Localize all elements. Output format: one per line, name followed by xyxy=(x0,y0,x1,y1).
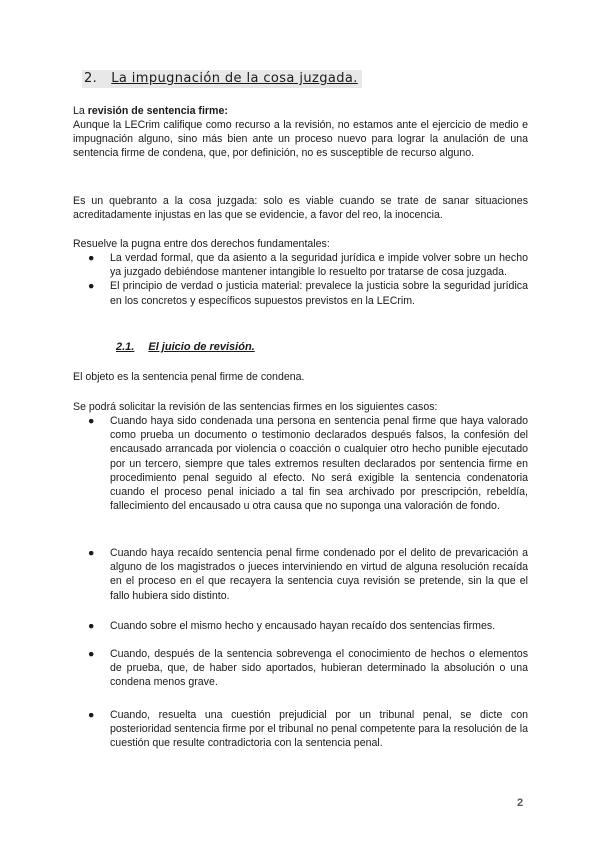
list-item xyxy=(73,251,528,279)
list-item-text: El principio de verdad o justicia material: prevalece la justicia sobre la seguridad jurídica en los concretos y específicos supuestos previstos en la LECrim. xyxy=(110,280,528,307)
cases-list-1 xyxy=(73,414,528,513)
list-item-text: Cuando, después de la sentencia sobrevenga el conocimiento de hechos o elementos de prueba, que, de haber sido aportados, hubieran determinado la absolución o una condena menos grave. xyxy=(110,648,528,689)
bullet-icon: ● xyxy=(88,709,95,721)
bullet-icon: ● xyxy=(88,620,95,632)
section-paragraph-1: El objeto es la sentencia penal firme de condena. xyxy=(73,371,305,383)
intro-bullet-list xyxy=(73,251,528,308)
heading-1-number: 2. xyxy=(84,71,98,86)
intro-label-bold: revisión de sentencia firme: xyxy=(87,105,228,117)
cases-list-5 xyxy=(73,708,528,751)
list-item xyxy=(73,279,528,307)
heading-1 xyxy=(82,70,362,88)
list-item-text: Cuando haya recaído sentencia penal firme condenado por el delito de prevaricación a alguno de los magistrados o jueces interviniendo en virtud de alguna resolución recaída en el proceso en el que recayera la sentencia cuya revisión se pretende, sin la que el fallo hubiera sido distinto. xyxy=(110,547,528,602)
list-item xyxy=(73,546,528,603)
heading-2-number: 2.1. xyxy=(116,341,135,353)
bullet-icon: ● xyxy=(88,415,95,427)
intro-label-prefix: La xyxy=(73,105,88,117)
bullet-icon: ● xyxy=(88,648,95,660)
cases-list-4 xyxy=(73,647,528,690)
cases-list-2 xyxy=(73,546,528,603)
list-item-text: Cuando haya sido condenada una persona en sentencia penal firme que haya valorado como prueba un documento o testimonio declarados después falsos, la confesión del encausado arrancada por violencia o coacción o cualquier otro hecho punible ejecutado por un tercero, siempre que tales extremos resulten declarados por sentencia firme en procedimiento penal seguido al efecto. No será exigible la sentencia condenatoria cuando el proceso penal iniciado a tal fin sea archivado por prescripción, rebeldía, fallecimiento del encausado u otra causa que no suponga una valoración de fondo. xyxy=(110,415,528,513)
intro-paragraph-1: Aunque la LECrim califique como recurso a la revisión, no estamos ante el ejercicio de medio e impugnación alguno, sino más bien ante un proceso nuevo para lograr la anulación de una sentencia firme de condena, que, por definición, no es susceptible de recurso alguno. xyxy=(73,119,528,160)
page-number: 2 xyxy=(517,797,524,809)
bullet-icon: ● xyxy=(88,280,95,293)
intro-paragraph-3: Resuelve la pugna entre dos derechos fundamentales: xyxy=(73,238,330,250)
list-item-text: Cuando sobre el mismo hecho y encausado hayan recaído dos sentencias firmes. xyxy=(110,620,496,632)
list-item-text: La verdad formal, que da asiento a la seguridad jurídica e impide volver sobre un hecho ya juzgado debiéndose mantener intangible lo resuelto por tratarse de cosa juzgada. xyxy=(110,252,528,279)
heading-2-title: El juicio de revisión. xyxy=(148,341,255,353)
cases-list-3 xyxy=(73,619,528,633)
list-item-text: Cuando, resuelta una cuestión prejudicial por un tribunal penal, se dicte con posterioridad sentencia firme por el tribunal no penal competente para la resolución de la cuestión que resulte contradictoria con la sentencia penal. xyxy=(110,709,528,750)
list-item xyxy=(73,414,528,513)
bullet-icon: ● xyxy=(88,547,95,559)
heading-2 xyxy=(116,340,255,354)
intro-paragraph-2: Es un quebranto a la cosa juzgada: solo es viable cuando se trate de sanar situaciones acreditadamente injustas en las que se evidencie, a favor del reo, la inocencia. xyxy=(73,195,528,222)
bullet-icon: ● xyxy=(88,252,95,264)
heading-1-title: La impugnación de la cosa juzgada. xyxy=(111,71,358,86)
list-item xyxy=(73,708,528,751)
section-paragraph-2: Se podrá solicitar la revisión de las sentencias firmes en los siguientes casos: xyxy=(73,401,438,413)
intro-label xyxy=(73,104,528,118)
list-item xyxy=(73,647,528,690)
list-item xyxy=(73,619,528,633)
